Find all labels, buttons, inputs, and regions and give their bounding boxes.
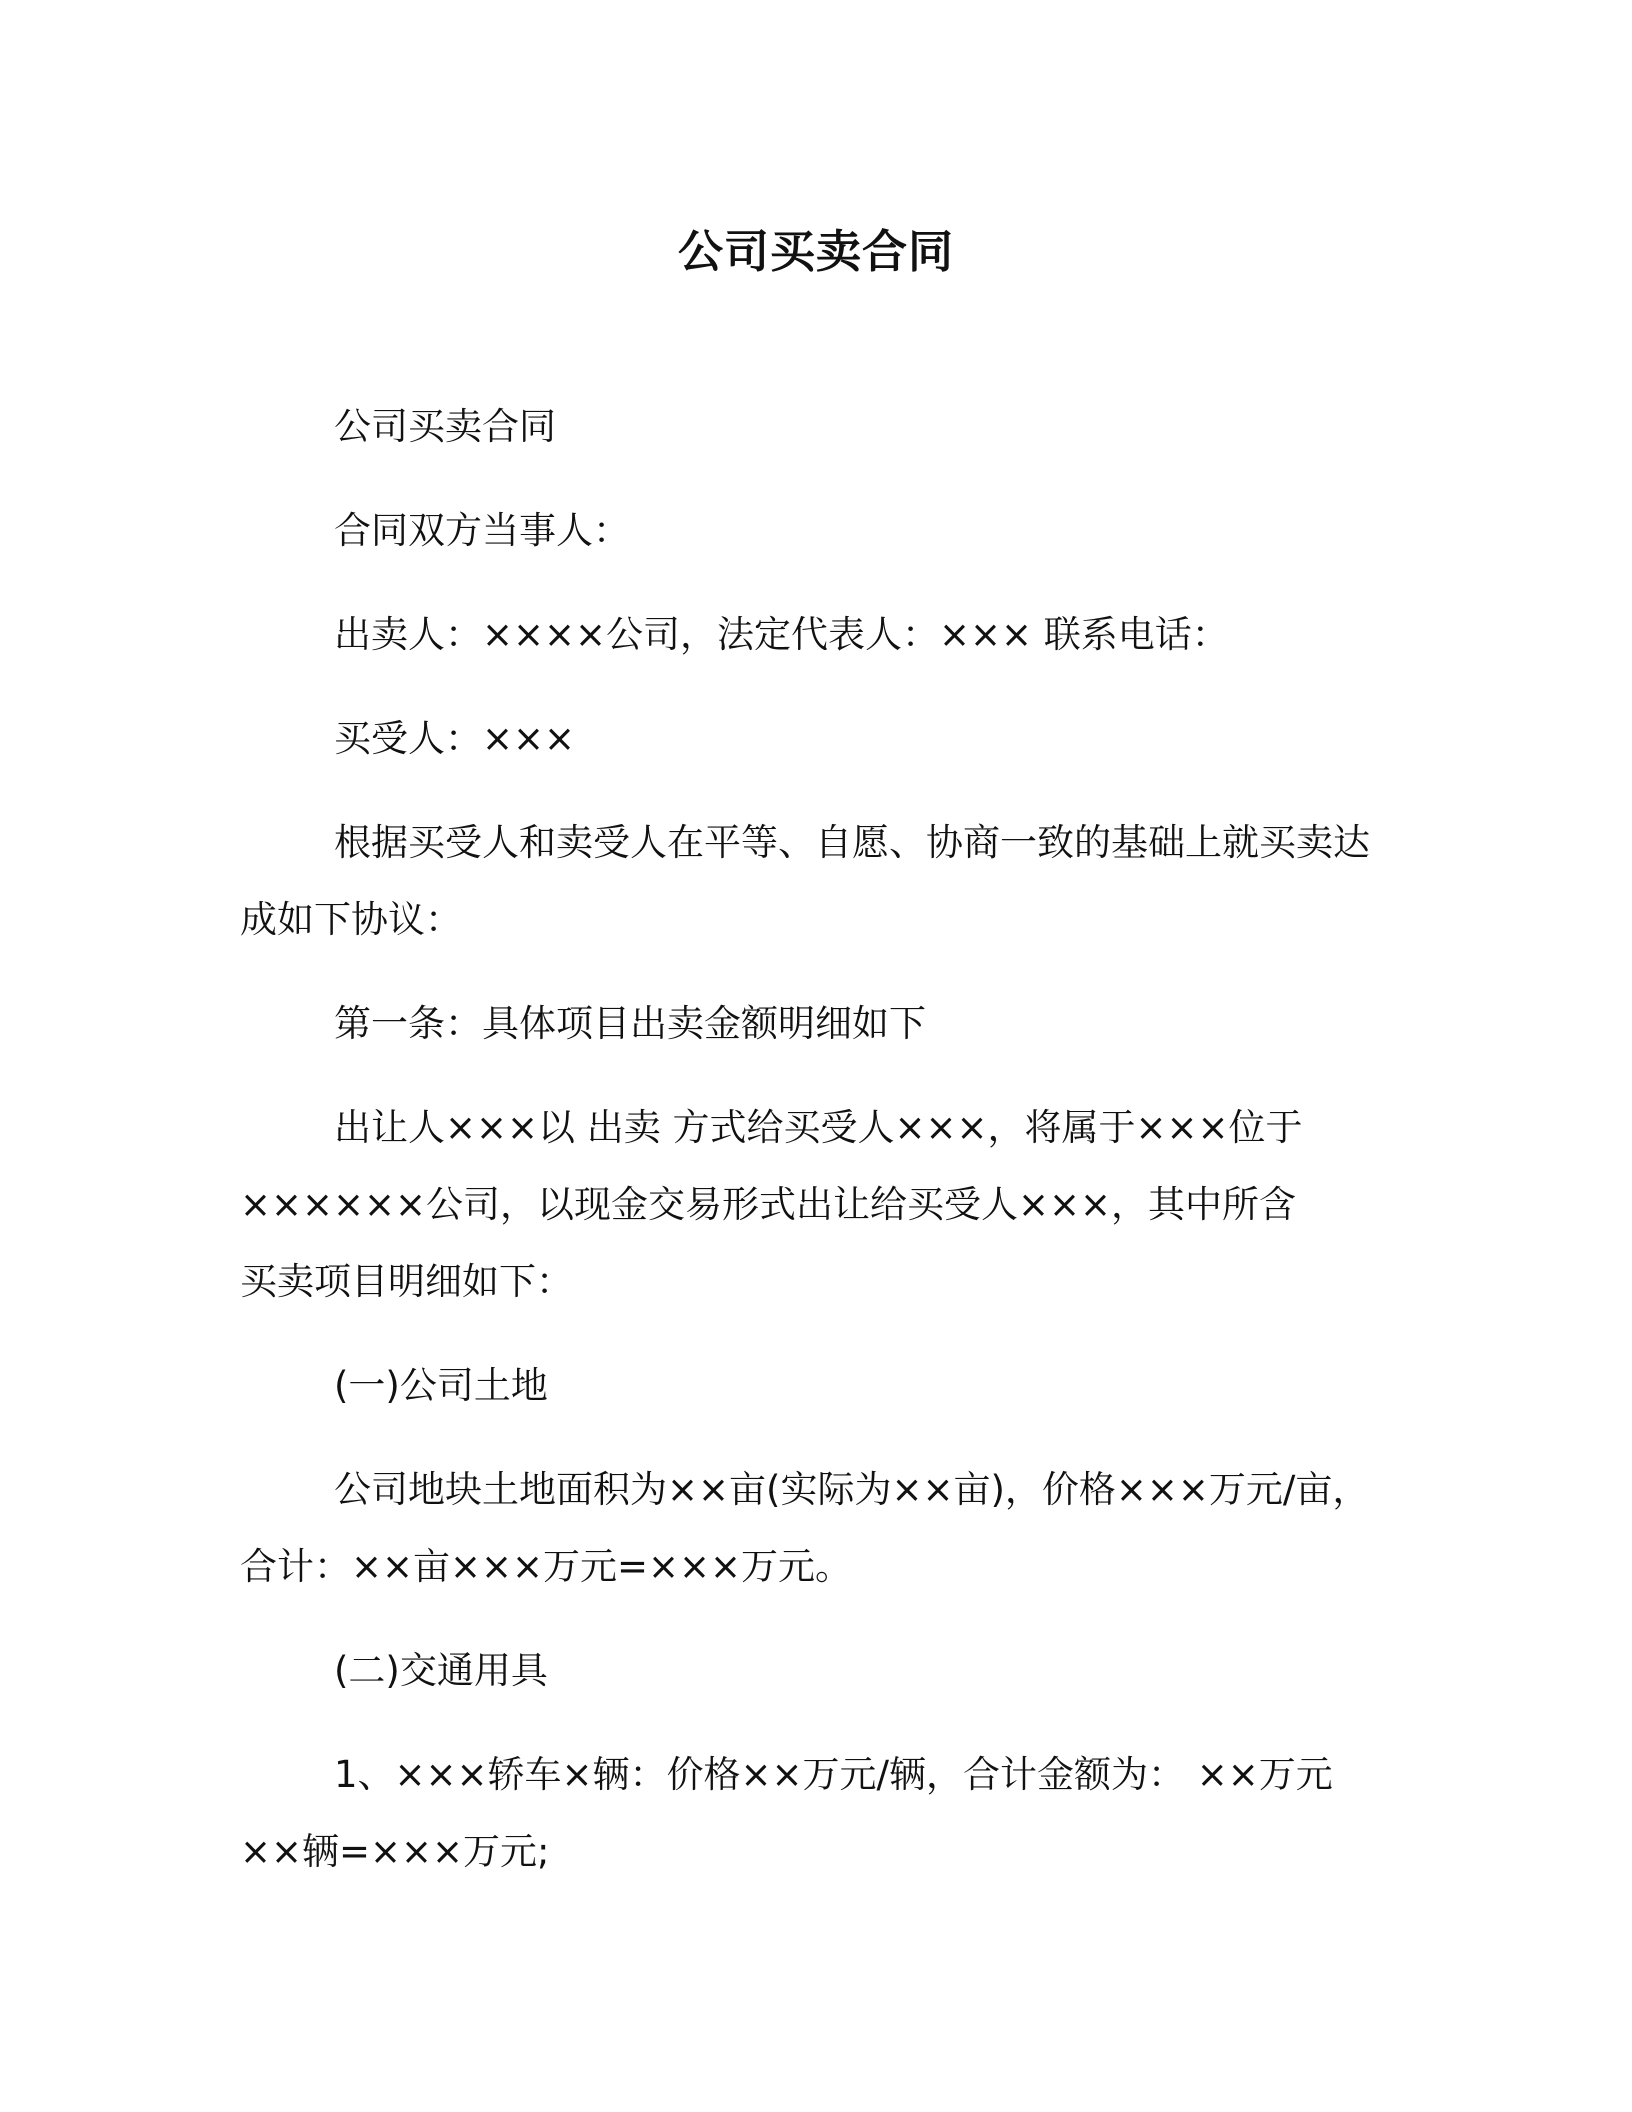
paragraph-section-vehicles	[240, 1632, 1410, 1709]
paragraph-line: ××××××公司，以现金交易形式出让给买受人×××，其中所含	[240, 1183, 1297, 1226]
paragraph-land-details	[240, 1451, 1410, 1605]
paragraph-line: (一)公司土地	[334, 1364, 548, 1407]
paragraph-line: 公司地块土地面积为××亩(实际为××亩)，价格×××万元/亩，	[334, 1468, 1370, 1511]
paragraph-buyer	[240, 700, 1410, 777]
paragraph-line: 合同双方当事人：	[334, 509, 630, 552]
paragraph-line: 合计：××亩×××万元=×××万元。	[240, 1545, 853, 1588]
paragraph-line: 1、×××轿车×辆：价格××万元/辆，合计金额为： ××万元	[334, 1753, 1333, 1796]
paragraph-line: (二)交通用具	[334, 1649, 548, 1692]
paragraph-line: 成如下协议：	[240, 898, 462, 941]
paragraph-line: 根据买受人和卖受人在平等、自愿、协商一致的基础上就买卖达	[334, 821, 1370, 864]
paragraph-article-1	[240, 985, 1410, 1062]
document-title: 公司买卖合同	[677, 225, 954, 278]
paragraph-line: 公司买卖合同	[334, 405, 556, 448]
paragraph-line: 买卖项目明细如下：	[240, 1260, 573, 1303]
paragraph-section-land	[240, 1347, 1410, 1424]
paragraph-line: 第一条：具体项目出卖金额明细如下	[334, 1002, 926, 1045]
paragraph-seller	[240, 596, 1410, 673]
paragraph-transfer-details	[240, 1089, 1410, 1320]
paragraph-line: ××辆=×××万元;	[240, 1830, 550, 1873]
document-body	[240, 388, 1410, 1917]
paragraph-agreement-basis	[240, 804, 1410, 958]
paragraph-heading	[240, 388, 1410, 465]
paragraph-vehicle-details	[240, 1736, 1410, 1890]
paragraph-line: 买受人：×××	[334, 717, 576, 760]
paragraph-line: 出卖人：××××公司，法定代表人：××× 联系电话：	[334, 613, 1229, 656]
paragraph-parties-intro	[240, 492, 1410, 569]
paragraph-line: 出让人×××以 出卖 方式给买受人×××，将属于×××位于	[334, 1106, 1303, 1149]
